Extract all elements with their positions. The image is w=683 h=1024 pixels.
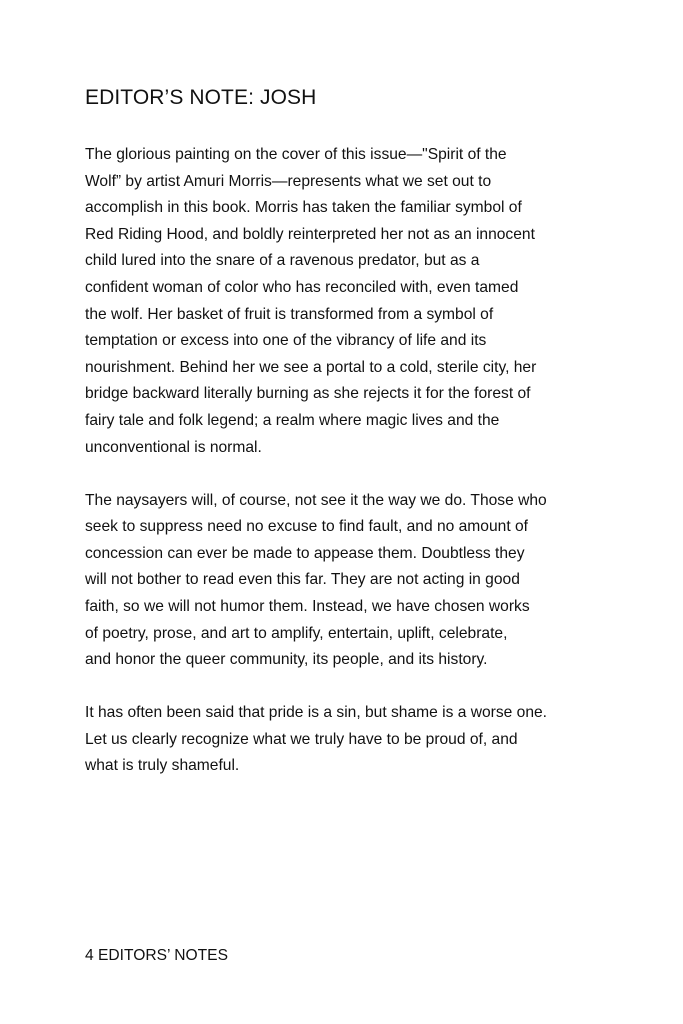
text-line: confident woman of color who has reconciled with, even tamed xyxy=(85,278,519,296)
text-line: concession can ever be made to appease them. Doubtless they xyxy=(85,544,525,562)
text-line: temptation or excess into one of the vibrancy of life and its xyxy=(85,332,487,350)
text-line: faith, so we will not humor them. Instead, we have chosen works xyxy=(85,598,530,615)
text-line: Wolf” by artist Amuri Morris—represents what we set out to xyxy=(85,172,492,190)
text-line: fairy tale and folk legend; a realm where magic lives and the xyxy=(85,411,500,429)
page-title: EDITOR’S NOTE: JOSH xyxy=(85,86,317,109)
paragraph-3 xyxy=(85,700,615,780)
text-line: and honor the queer community, its people, and its history. xyxy=(85,651,488,669)
article-body xyxy=(85,142,615,807)
text-line: Let us clearly recognize what we truly have to be proud of, and xyxy=(85,730,518,748)
text-line: bridge backward literally burning as she rejects it for the forest of xyxy=(85,385,531,403)
paragraph-1 xyxy=(85,142,615,461)
page-footer: 4 EDITORS’ NOTES xyxy=(85,947,228,964)
text-line: nourishment. Behind her we see a portal to a cold, sterile city, her xyxy=(85,358,537,376)
text-line: The glorious painting on the cover of this issue—"Spirit of the xyxy=(85,146,507,163)
text-line: seek to suppress need no excuse to find fault, and no amount of xyxy=(85,518,528,536)
paragraph-2 xyxy=(85,488,615,674)
text-line: accomplish in this book. Morris has taken the familiar symbol of xyxy=(85,199,522,217)
text-line: unconventional is normal. xyxy=(85,438,262,456)
text-line: It has often been said that pride is a sin, but shame is a worse one. xyxy=(85,704,548,722)
text-line: the wolf. Her basket of fruit is transformed from a symbol of xyxy=(85,305,494,323)
text-line: child lured into the snare of a ravenous predator, but as a xyxy=(85,252,480,270)
text-line: of poetry, prose, and art to amplify, entertain, uplift, celebrate, xyxy=(85,624,508,642)
text-line: Red Riding Hood, and boldly reinterpreted her not as an innocent xyxy=(85,225,535,243)
text-line: will not bother to read even this far. They are not acting in good xyxy=(85,571,520,589)
text-line: The naysayers will, of course, not see it the way we do. Those who xyxy=(85,491,547,509)
text-line: what is truly shameful. xyxy=(85,757,240,775)
